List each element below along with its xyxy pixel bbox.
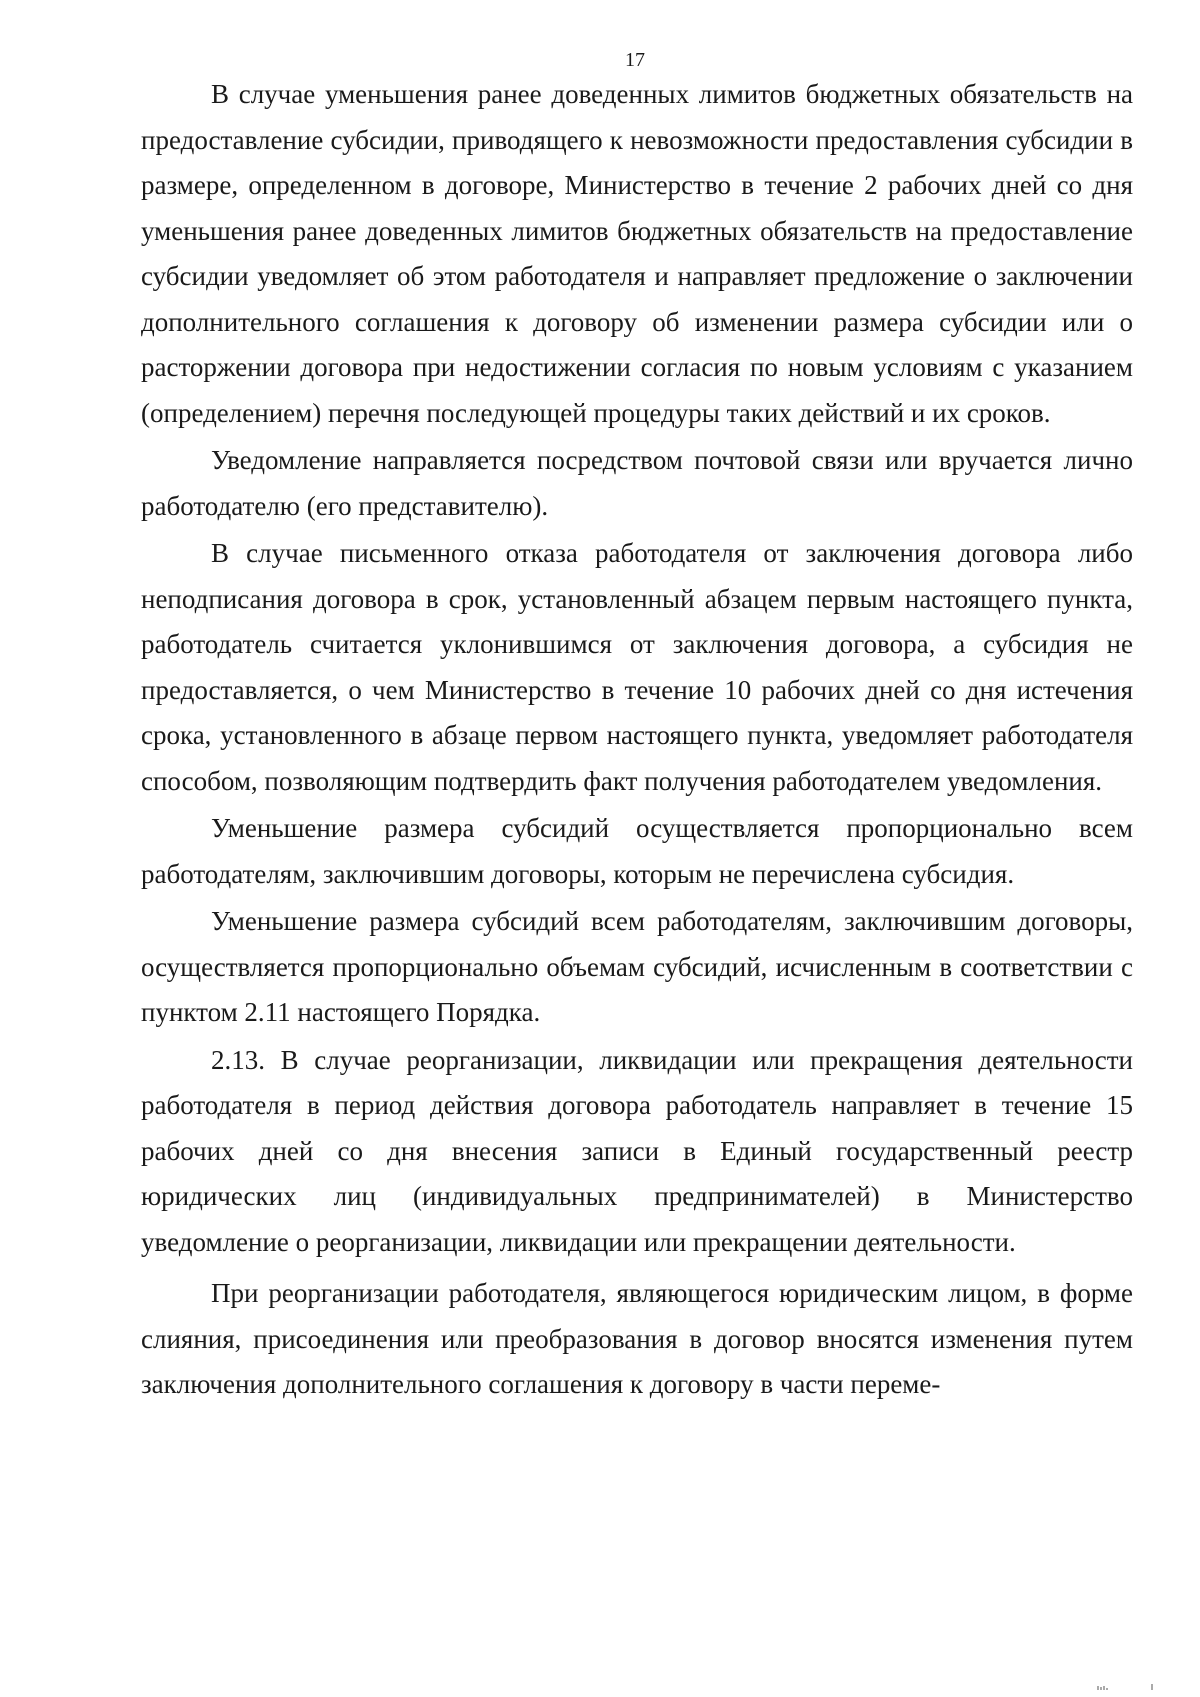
paragraph-notification-delivery: Уведомление направляется посредством почтовой связи или вручается лично работодателю (его представителю). xyxy=(141,445,1133,521)
scan-artifact-mark xyxy=(1096,1683,1156,1691)
paragraph-legal-entity-reorganization: При реорганизации работодателя, являющегося юридическим лицом, в форме слияния, присоединения или преобразования в договор вносятся изменения путем заключения дополнительного соглашения к договору в части переме- xyxy=(141,1278,1133,1399)
paragraph-subsidy-limit-reduction: В случае уменьшения ранее доведенных лимитов бюджетных обязательств на предоставление субсидии, приводящего к невозможности предоставления субсидии в размере, определенном в договоре, Министерство в течение 2 рабочих дней со дня уменьшения ранее доведенных лимитов бюджетных обязательств на предоставление субсидии уведомляет об этом работодателя и направляет предложение о заключении дополнительного соглашения к договору об изменении размера субсидии или о расторжении договора при недостижении согласия по новым условиям с указанием (определением) перечня последующей процедуры таких действий и их сроков. xyxy=(141,79,1133,428)
paragraph-reduction-all-employers: Уменьшение размера субсидий всем работодателям, заключившим договоры, осуществляется пропорционально объемам субсидий, исчисленным в соответствии с пунктом 2.11 настоящего Порядка. xyxy=(141,906,1133,1027)
paragraph-written-refusal: В случае письменного отказа работодателя от заключения договора либо неподписания договора в срок, установленный абзацем первым настоящего пункта, работодатель считается уклонившимся от заключения договора, а субсидия не предоставляется, о чем Министерство в течение 10 рабочих дней со дня истечения срока, установленного в абзаце первом настоящего пункта, уведомляет работодателя способом, позволяющим подтвердить факт получения работодателем уведомления. xyxy=(141,538,1133,796)
paragraph-2-13-reorganization: 2.13. В случае реорганизации, ликвидации или прекращения деятельности работодателя в период действия договора работодатель направляет в течение 15 рабочих дней со дня внесения записи в Единый государственный реестр юридических лиц (индивидуальных предпринимателей) в Министерство уведомление о реорганизации, ликвидации или прекращении деятельности. xyxy=(141,1044,1133,1257)
paragraph-proportional-reduction: Уменьшение размера субсидий осуществляется пропорционально всем работодателям, заключившим договоры, которым не перечислена субсидия. xyxy=(141,813,1133,889)
page-number: 17 xyxy=(625,49,645,71)
document-body xyxy=(141,72,1133,1410)
